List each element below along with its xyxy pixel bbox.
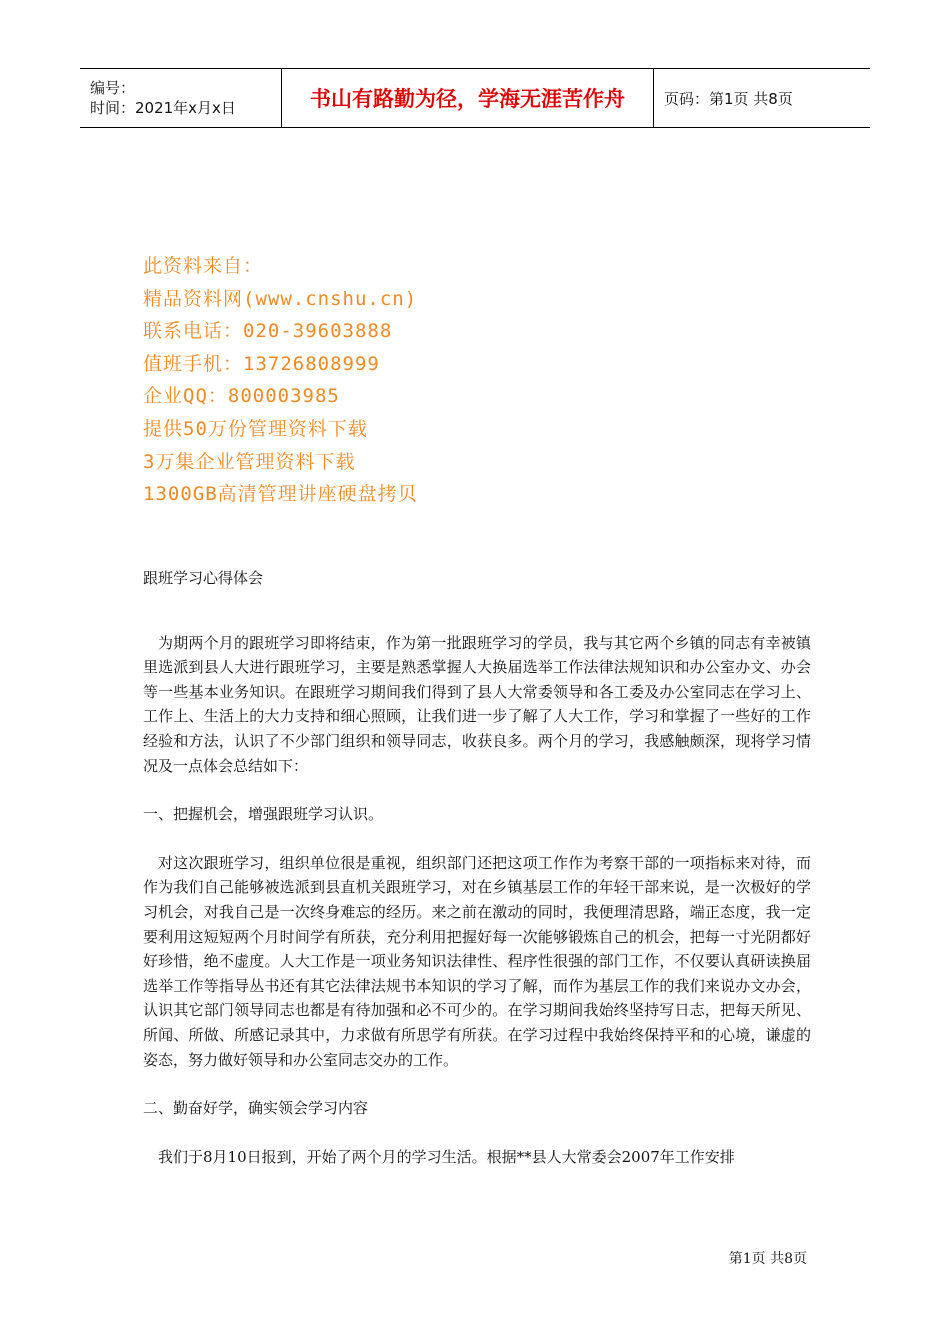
time-label: 时间：2021年x月x日 xyxy=(90,99,236,117)
section-heading-1: 一、把握机会，增强跟班学习认识。 xyxy=(143,805,384,824)
promo-line: 值班手机：13726808999 xyxy=(143,352,380,375)
header-meta xyxy=(80,69,282,127)
promo-block xyxy=(143,250,418,511)
section-heading-2: 二、勤奋好学，确实领会学习内容 xyxy=(143,1099,369,1118)
promo-line: 精品资料网(www.cnshu.cn) xyxy=(143,287,418,310)
document-body xyxy=(143,566,811,1169)
promo-line: 企业QQ：800003985 xyxy=(143,385,340,408)
page-header xyxy=(80,68,870,128)
promo-line: 提供50万份管理资料下载 xyxy=(143,417,368,440)
promo-line: 3万集企业管理资料下载 xyxy=(143,450,356,473)
section-paragraph-1: 对这次跟班学习，组织单位很是重视，组织部门还把这项工作作为考察干部的一项指标来对待，而作为我们自己能够被选派到县直机关跟班学习，对在乡镇基层工作的年轻干部来说，是一次极好的学习机会，对我自己是一次终身难忘的经历。来之前在激动的同时，我便理清思路，端正态度，我一定要利用这短短两个月时间学有所获，充分利用把握好每一次能够锻炼自己的机会，把每一寸光阴都好好珍惜，绝不虚度。人大工作是一项业务知识法律性、程序性很强的部门工作，不仅要认真研读换届选举工作等指导丛书还有其它法律法规书本知识的学习了解，而作为基层工作的我们来说办文办会，认识其它部门领导同志也都是有待加强和必不可少的。在学习期间我始终坚持写日志，把每天所见、所闻、所做、所感记录其中，力求做有所思学有所获。在学习过程中我始终保持平和的心境，谦虚的姿态，努力做好领导和办公室同志交办的工作。 xyxy=(143,853,811,1069)
header-page-label: 页码：第1页 共8页 xyxy=(664,89,793,108)
promo-line: 1300GB高清管理讲座硬盘拷贝 xyxy=(143,483,418,506)
intro-paragraph: 为期两个月的跟班学习即将结束，作为第一批跟班学习的学员，我与其它两个乡镇的同志有幸被镇里选派到县人大进行跟班学习，主要是熟悉掌握人大换届选举工作法律法规知识和办公室办文、办会等一些基本业务知识。在跟班学习期间我们得到了县人大常委领导和各工委及办公室同志在学习上、工作上、生活上的大力支持和细心照顾，让我们进一步了解了人大工作，学习和掌握了一些好的工作经验和方法，认识了不少部门组织和领导同志，收获良多。两个月的学习，我感触颇深，现将学习情况及一点体会总结如下： xyxy=(143,633,811,775)
promo-line: 联系电话：020-39603888 xyxy=(143,320,393,343)
document-title: 跟班学习心得体会 xyxy=(143,569,264,587)
page-footer: 第1页 共8页 xyxy=(728,1251,807,1267)
header-motto: 书山有路勤为径，学海无涯苦作舟 xyxy=(282,69,654,127)
number-label: 编号： xyxy=(90,79,136,97)
section-paragraph-2: 我们于8月10日报到，开始了两个月的学习生活。根据**县人大常委会2007年工作安排 xyxy=(158,1147,735,1166)
promo-line: 此资料来自： xyxy=(143,255,264,277)
